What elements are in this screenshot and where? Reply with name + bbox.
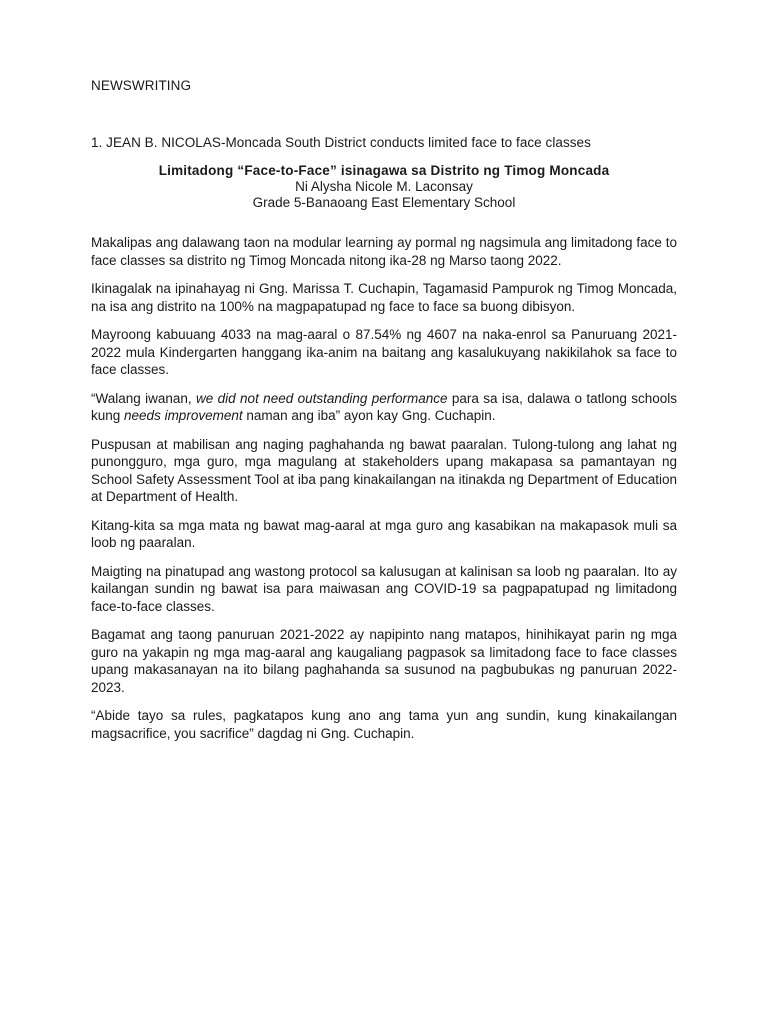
article-school: Grade 5-Banaoang East Elementary School: [252, 194, 516, 210]
paragraph-8: Bagamat ang taong panuruan 2021-2022 ay napipinto nang matapos, hinihikayat parin ng mga guro na yakapin ng mga mag-aaral ang kaugaliang pagpasok sa limitadong face to face classes upang makasanayan na ito bilang paghahanda sa susunod na pagbubukas ng panuruan 2022-2023.: [91, 627, 677, 695]
item-line: 1. JEAN B. NICOLAS-Moncada South District conducts limited face to face classes: [91, 135, 591, 150]
quote-middle-text: para sa isa, dalawa o tatlong schools kung: [91, 390, 677, 423]
article-body: [91, 234, 677, 753]
paragraph-5: Puspusan at mabilisan ang naging paghahanda ng bawat paaralan. Tulong-tulong ang lahat ng punongguro, mga guro, mga magulang at stakeholders upang makapasa sa pamantayan ng School Safety Assessment Tool at iba pang kinakailangan na itinakda ng Department of Education at Department of Health.: [91, 436, 677, 504]
paragraph-3: Mayroong kabuuang 4033 na mag-aaral o 87.54% ng 4607 na naka-enrol sa Panuruang 2021-2022 mula Kindergarten hanggang ika-anim na baitang ang kasalukuyang nakikilahok sa face to face classes.: [91, 327, 677, 377]
article-headline: Limitadong “Face-to-Face” isinagawa sa Distrito ng Timog Moncada: [158, 163, 610, 178]
italic-needs-improvement: needs improvement: [124, 408, 243, 423]
article-header: [91, 163, 677, 210]
paragraph-4: [91, 390, 677, 425]
paragraph-2: Ikinagalak na ipinahayag ni Gng. Marissa T. Cuchapin, Tagamasid Pampurok ng Timog Moncada, na isa ang distrito na 100% na magpapatupad ng face to face sa buong dibisyon.: [91, 281, 677, 314]
paragraph-9: “Abide tayo sa rules, pagkatapos kung ano ang tama yun ang sundin, kung kinakailangan magsacrifice, you sacrifice” dagdag ni Gng. Cuchapin.: [91, 708, 677, 741]
article-byline: Ni Alysha Nicole M. Laconsay: [295, 179, 473, 194]
quote-close-text: naman ang iba” ayon kay Gng. Cuchapin.: [242, 408, 496, 423]
italic-english-phrase: we did not need outstanding performance: [196, 390, 448, 406]
paragraph-1: Makalipas ang dalawang taon na modular learning ay pormal ng nagsimula ang limitadong face to face classes sa distrito ng Timog Moncada nitong ika-28 ng Marso taong 2022.: [91, 235, 677, 268]
quote-open-text: “Walang iwanan,: [91, 390, 197, 406]
paragraph-7: Maigting na pinatupad ang wastong protocol sa kalusugan at kalinisan sa loob ng paaralan. Ito ay kailangan sundin ng bawat isa para maiwasan ang COVID-19 sa pagpapatupad ng limitadong face-to-face classes.: [91, 563, 677, 614]
section-label: NEWSWRITING: [91, 78, 192, 93]
paragraph-6: Kitang-kita sa mga mata ng bawat mag-aaral at mga guro ang kasabikan na makapasok muli sa loob ng paaralan.: [91, 517, 677, 550]
